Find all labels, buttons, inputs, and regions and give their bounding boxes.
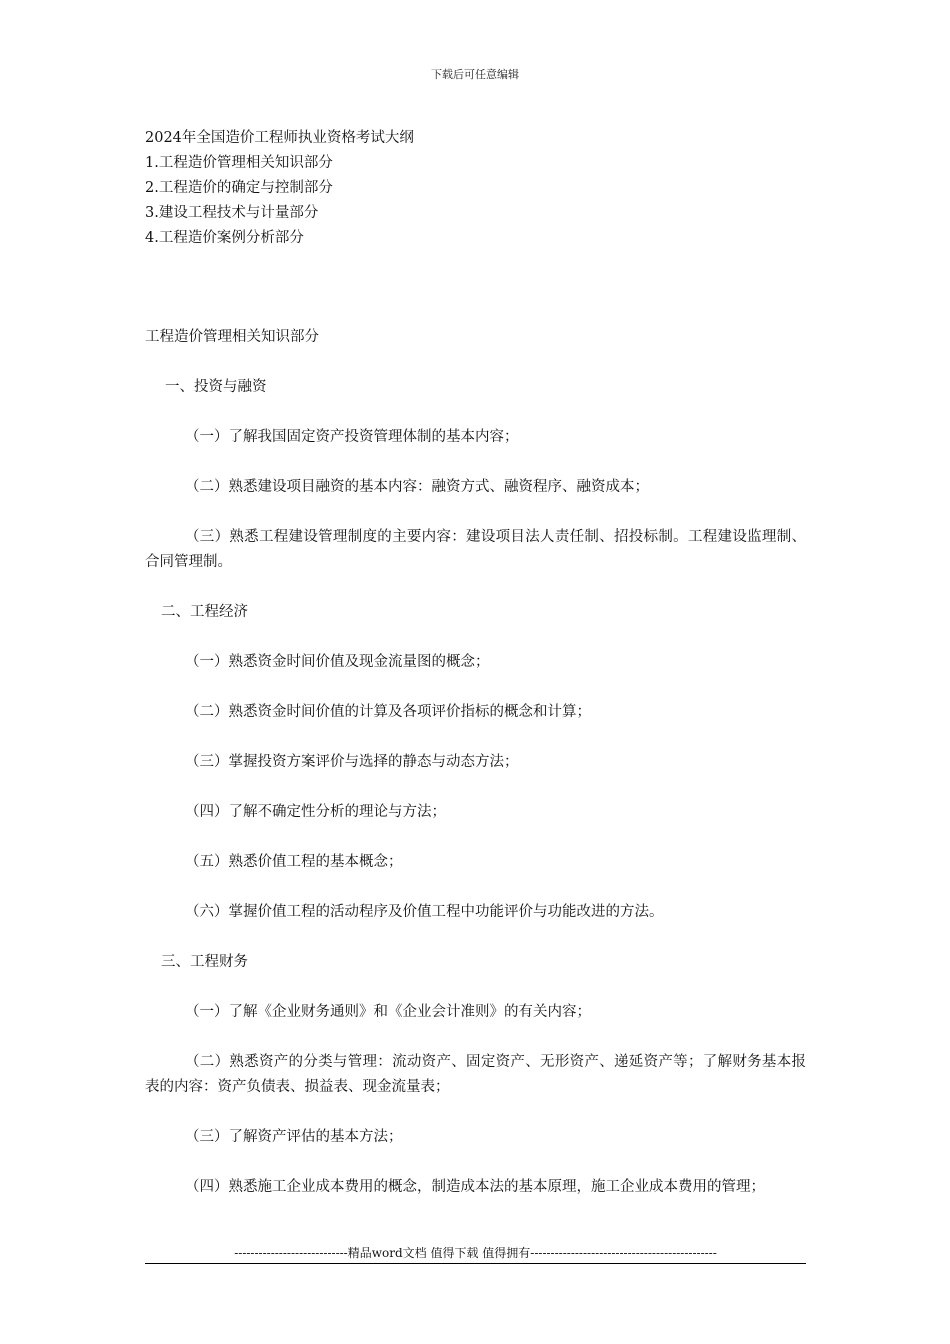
outline-item: （二）熟悉资金时间价值的计算及各项评价指标的概念和计算； <box>185 704 591 720</box>
toc-item: 4.工程造价案例分析部分 <box>145 230 304 246</box>
outline-item: （三）了解资产评估的基本方法； <box>185 1129 403 1145</box>
page-footer: ----------------------------精品word文档 值得下载 值得拥有---------------------------------------------- <box>145 1244 806 1264</box>
part-heading: 二、工程经济 <box>161 604 248 620</box>
outline-item: （三）熟悉工程建设管理制度的主要内容：建设项目法人责任制、招投标制。工程建设监理制、合同管理制。 <box>145 529 806 570</box>
toc-item: 1.工程造价管理相关知识部分 <box>145 155 333 171</box>
outline-item: （六）掌握价值工程的活动程序及价值工程中功能评价与功能改进的方法。 <box>185 904 664 920</box>
outline-item: （五）熟悉价值工程的基本概念； <box>185 854 403 870</box>
outline-toc <box>145 126 805 251</box>
part-heading: 一、投资与融资 <box>165 379 267 395</box>
toc-title: 2024年全国造价工程师执业资格考试大纲 <box>145 130 414 146</box>
outline-item: （一）熟悉资金时间价值及现金流量图的概念； <box>185 654 490 670</box>
toc-item: 2.工程造价的确定与控制部分 <box>145 180 333 196</box>
outline-item: （二）熟悉资产的分类与管理：流动资产、固定资产、无形资产、递延资产等；了解财务基本报表的内容：资产负债表、损益表、现金流量表； <box>145 1054 806 1095</box>
toc-item: 3.建设工程技术与计量部分 <box>145 205 319 221</box>
outline-item: （二）熟悉建设项目融资的基本内容：融资方式、融资程序、融资成本； <box>185 479 649 495</box>
part-heading: 三、工程财务 <box>161 954 248 970</box>
outline-item: （一）了解《企业财务通则》和《企业会计准则》的有关内容； <box>185 1004 591 1020</box>
outline-item: （一）了解我国固定资产投资管理体制的基本内容； <box>185 429 519 445</box>
document-body <box>145 325 806 1225</box>
outline-item: （三）掌握投资方案评价与选择的静态与动态方法； <box>185 754 519 770</box>
outline-item: （四）了解不确定性分析的理论与方法； <box>185 804 446 820</box>
section-title: 工程造价管理相关知识部分 <box>145 329 319 345</box>
outline-item: （四）熟悉施工企业成本费用的概念，制造成本法的基本原理，施工企业成本费用的管理； <box>185 1179 765 1195</box>
page-header: 下载后可任意编辑 <box>431 68 519 81</box>
